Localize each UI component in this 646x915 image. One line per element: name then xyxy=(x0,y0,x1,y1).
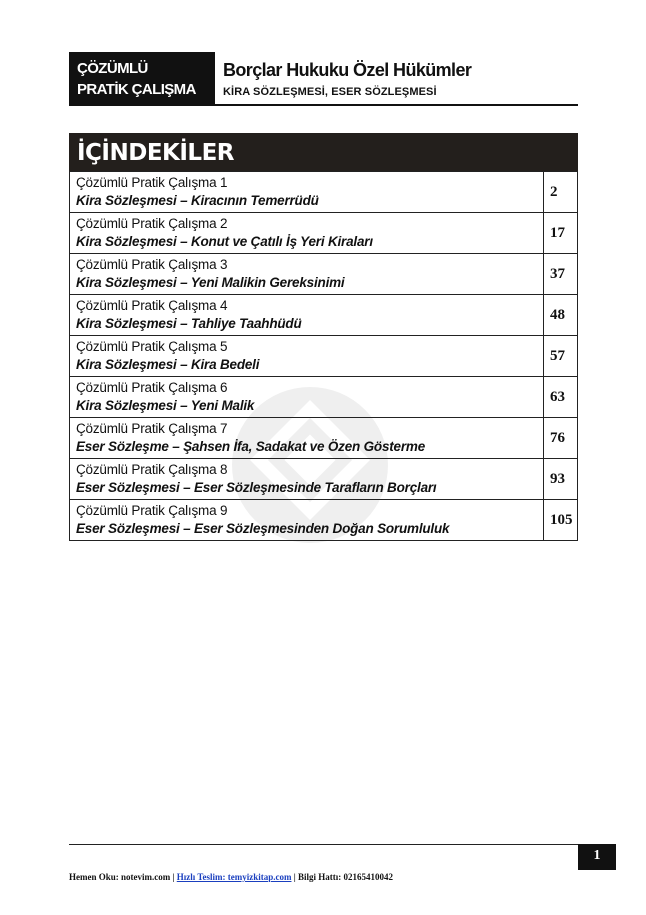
fast-delivery-link[interactable]: Hızlı Teslim: temyizkitap.com xyxy=(176,872,292,882)
book-subtitle: KİRA SÖZLEŞMESİ, ESER SÖZLEŞMESİ xyxy=(223,86,437,98)
toc-entry xyxy=(70,295,544,336)
toc-row[interactable] xyxy=(70,500,578,541)
footer-separator: | xyxy=(170,872,177,882)
toc-page-number: 37 xyxy=(544,254,578,295)
toc-entry-title: Çözümlü Pratik Çalışma 4 xyxy=(76,298,228,313)
toc-entry xyxy=(70,418,544,459)
toc-entry-title: Çözümlü Pratik Çalışma 1 xyxy=(76,175,228,190)
toc-row[interactable] xyxy=(70,418,578,459)
toc-row[interactable] xyxy=(70,336,578,377)
toc-page-number: 48 xyxy=(544,295,578,336)
toc-row[interactable] xyxy=(70,213,578,254)
toc-entry xyxy=(70,377,544,418)
read-online-label: Hemen Oku: notevim.com xyxy=(69,872,171,882)
toc-row[interactable] xyxy=(70,459,578,500)
toc-entry-title: Çözümlü Pratik Çalışma 6 xyxy=(76,380,228,395)
toc-entry-title: Çözümlü Pratik Çalışma 3 xyxy=(76,257,228,272)
toc-page-number: 93 xyxy=(544,459,578,500)
toc-entry-subtitle: Kira Sözleşmesi – Yeni Malik xyxy=(76,398,255,413)
toc-entry-title: Çözümlü Pratik Çalışma 7 xyxy=(76,421,228,436)
toc-entry-subtitle: Kira Sözleşmesi – Yeni Malikin Gereksinimi xyxy=(76,275,345,290)
footer-links xyxy=(69,872,393,882)
toc-entry-subtitle: Kira Sözleşmesi – Kiracının Temerrüdü xyxy=(76,193,319,208)
toc-entry xyxy=(70,254,544,295)
info-hotline: Bilgi Hattı: 02165410042 xyxy=(297,872,393,882)
toc-table xyxy=(69,171,578,541)
series-badge-line2: PRATİK ÇALIŞMA xyxy=(77,81,196,98)
toc-entry-title: Çözümlü Pratik Çalışma 5 xyxy=(76,339,228,354)
toc-entry xyxy=(70,500,544,541)
footer-divider xyxy=(69,844,578,845)
toc-entry-subtitle: Kira Sözleşmesi – Kira Bedeli xyxy=(76,357,260,372)
toc-entry-subtitle: Eser Sözleşmesi – Eser Sözleşmesinde Tarafların Borçları xyxy=(76,480,437,495)
toc-entry-title: Çözümlü Pratik Çalışma 2 xyxy=(76,216,228,231)
toc-entry-subtitle: Kira Sözleşmesi – Tahliye Taahhüdü xyxy=(76,316,302,331)
toc-row[interactable] xyxy=(70,254,578,295)
series-badge xyxy=(69,52,215,106)
toc-page-number: 105 xyxy=(544,500,578,541)
toc-entry-subtitle: Kira Sözleşmesi – Konut ve Çatılı İş Yeri Kiraları xyxy=(76,234,373,249)
toc-page-number: 76 xyxy=(544,418,578,459)
toc-entry xyxy=(70,172,544,213)
page-number: 1 xyxy=(578,844,616,870)
toc-row[interactable] xyxy=(70,295,578,336)
toc-entry-subtitle: Eser Sözleşmesi – Eser Sözleşmesinden Doğan Sorumluluk xyxy=(76,521,450,536)
toc-page-number: 57 xyxy=(544,336,578,377)
header-divider xyxy=(215,104,578,106)
toc-heading: İÇİNDEKİLER xyxy=(69,133,578,171)
toc-page-number: 2 xyxy=(544,172,578,213)
toc-entry xyxy=(70,459,544,500)
book-title: Borçlar Hukuku Özel Hükümler xyxy=(223,60,472,80)
toc-page-number: 63 xyxy=(544,377,578,418)
toc-entry-title: Çözümlü Pratik Çalışma 9 xyxy=(76,503,228,518)
toc-row[interactable] xyxy=(70,172,578,213)
toc-entry xyxy=(70,336,544,377)
toc-page-number: 17 xyxy=(544,213,578,254)
footer-separator: | xyxy=(291,872,298,882)
toc-row[interactable] xyxy=(70,377,578,418)
toc-entry-title: Çözümlü Pratik Çalışma 8 xyxy=(76,462,228,477)
toc-entry xyxy=(70,213,544,254)
toc-entry-subtitle: Eser Sözleşme – Şahsen İfa, Sadakat ve Özen Gösterme xyxy=(76,439,426,454)
series-badge-line1: ÇÖZÜMLÜ xyxy=(77,60,148,77)
